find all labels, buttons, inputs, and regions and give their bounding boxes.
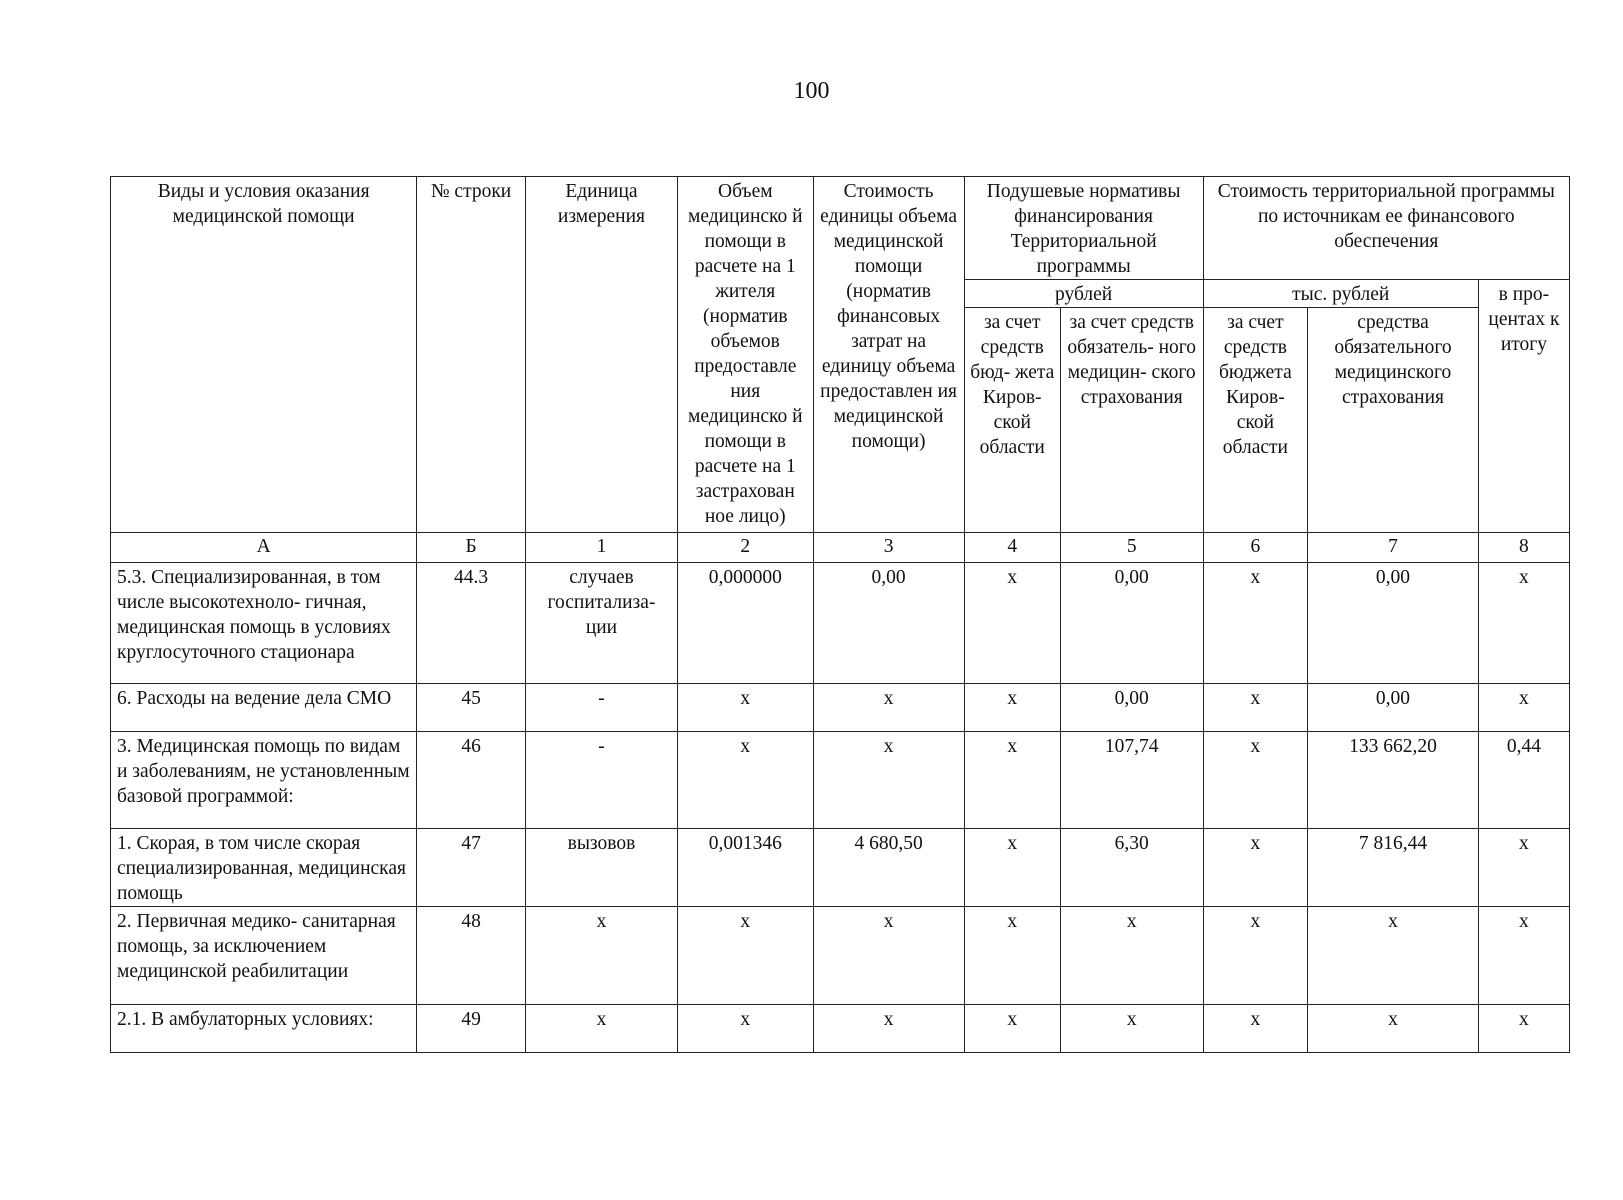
row-line-number: 46 [417,732,526,829]
row-name: 2. Первичная медико- санитарная помощь, за исключением медицинской реабилитации [111,907,417,1005]
row-unit-cost: x [813,907,964,1005]
header-unit-rubles: рублей [964,280,1203,308]
row-regional-budget-per-capita: x [964,732,1060,829]
row-regional-budget-total: x [1203,732,1308,829]
row-name: 5.3. Специализированная, в том числе высокотехноло- гичная, медицинская помощь в условиях круглосуточного стационара [111,563,417,684]
row-percent: x [1478,684,1569,732]
column-number: 2 [678,533,814,563]
table-row [111,907,1570,1005]
header-row [111,177,1570,280]
row-unit-cost: 4 680,50 [813,829,964,907]
table-row [111,829,1570,907]
column-number: 1 [525,533,677,563]
row-line-number: 48 [417,907,526,1005]
row-oms-total: x [1308,1005,1479,1053]
row-unit: случаев госпитализа- ции [525,563,677,684]
header-oms-total: средства обязательного медицинского страхования [1308,308,1479,533]
row-regional-budget-per-capita: x [964,829,1060,907]
row-line-number: 45 [417,684,526,732]
column-number: 8 [1478,533,1569,563]
row-volume: x [678,1005,814,1053]
header-kind-and-conditions: Виды и условия оказания медицинской помощи [111,177,417,533]
row-name: 2.1. В амбулаторных условиях: [111,1005,417,1053]
row-volume: x [678,907,814,1005]
column-number: 6 [1203,533,1308,563]
row-percent: 0,44 [1478,732,1569,829]
row-oms-per-capita: 6,30 [1060,829,1203,907]
row-unit: вызовов [525,829,677,907]
row-unit-cost: x [813,1005,964,1053]
table-row [111,732,1570,829]
row-regional-budget-total: x [1203,563,1308,684]
header-per-capita-group: Подушевые нормативы финансирования Территориальной программы [964,177,1203,280]
column-number: 7 [1308,533,1479,563]
column-number: Б [417,533,526,563]
row-percent: x [1478,829,1569,907]
row-percent: x [1478,1005,1569,1053]
row-unit-cost: x [813,732,964,829]
row-line-number: 47 [417,829,526,907]
table-row [111,1005,1570,1053]
header-unit-cost: Стоимость единицы объема медицинской помощи (норматив финансовых затрат на единицу объема предоставлен ия медицинской помощи) [813,177,964,533]
row-unit-cost: 0,00 [813,563,964,684]
column-number-row [111,533,1570,563]
table-row [111,684,1570,732]
column-number: 4 [964,533,1060,563]
header-regional-budget-total: за счет средств бюджета Киров- ской области [1203,308,1308,533]
row-regional-budget-per-capita: x [964,684,1060,732]
header-regional-budget-per-capita: за счет средств бюд- жета Киров- ской области [964,308,1060,533]
row-line-number: 49 [417,1005,526,1053]
row-volume: x [678,732,814,829]
row-regional-budget-per-capita: x [964,563,1060,684]
column-number: А [111,533,417,563]
row-percent: x [1478,563,1569,684]
page-number: 100 [793,78,830,104]
row-oms-per-capita: 0,00 [1060,684,1203,732]
row-oms-total: 7 816,44 [1308,829,1479,907]
row-name: 3. Медицинская помощь по видам и заболеваниям, не установленным базовой программой: [111,732,417,829]
row-volume: 0,000000 [678,563,814,684]
row-unit: - [525,732,677,829]
column-number: 3 [813,533,964,563]
column-number: 5 [1060,533,1203,563]
row-line-number: 44.3 [417,563,526,684]
row-regional-budget-per-capita: x [964,907,1060,1005]
header-line-number: № строки [417,177,526,533]
row-regional-budget-total: x [1203,829,1308,907]
header-program-cost-group: Стоимость территориальной программы по источникам ее финансового обеспечения [1203,177,1569,280]
row-unit-cost: x [813,684,964,732]
header-percent-of-total: в про- центах к итогу [1478,280,1569,533]
row-oms-per-capita: x [1060,1005,1203,1053]
header-unit-thousand-rubles: тыс. рублей [1203,280,1478,308]
row-percent: x [1478,907,1569,1005]
header-volume: Объем медицинско й помощи в расчете на 1 жителя (норматив объемов предоставле ния медицинско й помощи в расчете на 1 застрахован ное лицо) [678,177,814,533]
row-unit: x [525,907,677,1005]
row-name: 1. Скорая, в том числе скорая специализированная, медицинская помощь [111,829,417,907]
row-unit: x [525,1005,677,1053]
row-volume: x [678,684,814,732]
row-oms-total: x [1308,907,1479,1005]
row-oms-total: 0,00 [1308,684,1479,732]
row-oms-total: 0,00 [1308,563,1479,684]
row-regional-budget-total: x [1203,907,1308,1005]
row-regional-budget-per-capita: x [964,1005,1060,1053]
header-oms-per-capita: за счет средств обязатель- ного медицин- ского страхования [1060,308,1203,533]
row-oms-total: 133 662,20 [1308,732,1479,829]
row-regional-budget-total: x [1203,1005,1308,1053]
row-oms-per-capita: 107,74 [1060,732,1203,829]
row-oms-per-capita: 0,00 [1060,563,1203,684]
row-oms-per-capita: x [1060,907,1203,1005]
financing-table [110,176,1570,1053]
row-volume: 0,001346 [678,829,814,907]
header-unit: Единица измерения [525,177,677,533]
table-row [111,563,1570,684]
row-unit: - [525,684,677,732]
row-name: 6. Расходы на ведение дела СМО [111,684,417,732]
row-regional-budget-total: x [1203,684,1308,732]
